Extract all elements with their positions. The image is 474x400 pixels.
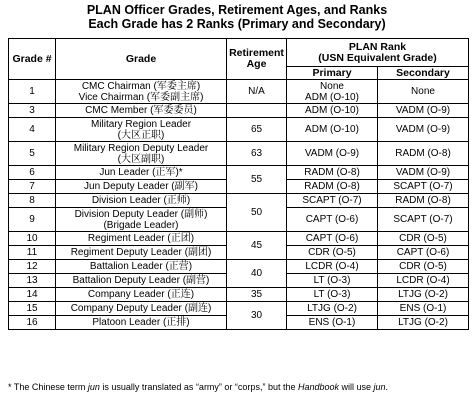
retirement-age-cell: 40	[227, 260, 287, 288]
retirement-age-cell: 35	[227, 288, 287, 302]
grade-number-cell: 6	[9, 166, 56, 180]
secondary-rank-cell: LTJG (O-2)	[378, 316, 469, 330]
table-row	[9, 194, 469, 208]
primary-rank-cell: ADM (O-10)	[287, 118, 378, 142]
secondary-rank-cell: CDR (O-5)	[378, 232, 469, 246]
header-usn-equivalent: (USN Equivalent Grade)	[318, 51, 437, 64]
secondary-rank-cell: CAPT (O-6)	[378, 246, 469, 260]
header-secondary: Secondary	[378, 67, 469, 80]
grade-number-cell: 1	[9, 80, 56, 104]
secondary-rank-cell: SCAPT (O-7)	[378, 180, 469, 194]
retirement-age-cell: 65	[227, 118, 287, 142]
grades-table	[8, 38, 469, 330]
grade-cell: Platoon Leader (正排)	[56, 316, 227, 330]
secondary-rank-cell: CDR (O-5)	[378, 260, 469, 274]
primary-rank-line: None	[320, 80, 344, 92]
header-retirement-age: Retirement Age	[227, 39, 287, 80]
secondary-rank-cell: RADM (O-8)	[378, 194, 469, 208]
grade-number-cell: 10	[9, 232, 56, 246]
table-row	[9, 166, 469, 180]
table-row	[9, 232, 469, 246]
grade-number-cell: 5	[9, 142, 56, 166]
primary-rank-cell: VADM (O-9)	[287, 142, 378, 166]
header-primary: Primary	[287, 67, 378, 80]
grade-number-cell: 12	[9, 260, 56, 274]
primary-rank-cell: RADM (O-8)	[287, 180, 378, 194]
footnote: * The Chinese term jun is usually translated as “army” or “corps,” but the Handbook will use jun.	[8, 382, 389, 392]
secondary-rank-cell: ENS (O-1)	[378, 302, 469, 316]
grade-cell: Regiment Deputy Leader (副团)	[56, 246, 227, 260]
primary-rank-cell: ENS (O-1)	[287, 316, 378, 330]
grade-line: (大区副职)	[117, 153, 165, 165]
header-plan-rank	[287, 39, 469, 67]
grade-line: Division Deputy Leader (副师)	[74, 208, 208, 220]
header-grade-number: Grade #	[9, 39, 56, 80]
primary-rank-cell: LTJG (O-2)	[287, 302, 378, 316]
primary-rank-cell: CAPT (O-6)	[287, 208, 378, 232]
table-row	[9, 260, 469, 274]
grade-cell: Company Leader (正连)	[56, 288, 227, 302]
grade-cell: Battalion Leader (正营)	[56, 260, 227, 274]
grade-cell: Jun Leader (正军)*	[56, 166, 227, 180]
grade-line: (大区正职)	[117, 129, 165, 141]
grade-cell: Regiment Leader (正团)	[56, 232, 227, 246]
primary-rank-cell: ADM (O-10)	[287, 104, 378, 118]
grade-number-cell: 11	[9, 246, 56, 260]
grade-number-cell: 15	[9, 302, 56, 316]
grade-number-cell: 16	[9, 316, 56, 330]
primary-rank-cell: LT (O-3)	[287, 274, 378, 288]
table-row	[9, 104, 469, 118]
grade-line: Military Region Leader	[90, 118, 192, 130]
secondary-rank-cell: VADM (O-9)	[378, 104, 469, 118]
grade-number-cell: 3	[9, 104, 56, 118]
table-row	[9, 80, 469, 104]
retirement-age-cell: N/A	[227, 80, 287, 104]
grade-number-cell: 8	[9, 194, 56, 208]
primary-rank-cell: CDR (O-5)	[287, 246, 378, 260]
table-row	[9, 288, 469, 302]
table-row	[9, 118, 469, 142]
grade-line: CMC Chairman (军委主席)	[81, 80, 201, 92]
grade-cell: Company Deputy Leader (副连)	[56, 302, 227, 316]
secondary-rank-cell: LTJG (O-2)	[378, 288, 469, 302]
grade-number-cell: 13	[9, 274, 56, 288]
secondary-rank-cell: VADM (O-9)	[378, 118, 469, 142]
secondary-rank-cell: LCDR (O-4)	[378, 274, 469, 288]
table-row	[9, 142, 469, 166]
grade-number-cell: 4	[9, 118, 56, 142]
table-header-row	[9, 39, 469, 67]
header-plan-rank-title: PLAN Rank	[348, 40, 407, 53]
table-row	[9, 302, 469, 316]
page-title: PLAN Officer Grades, Retirement Ages, and Ranks	[86, 3, 388, 17]
grade-cell: CMC Member (军委委员)	[56, 104, 227, 118]
secondary-rank-cell: VADM (O-9)	[378, 166, 469, 180]
retirement-age-cell: 45	[227, 232, 287, 260]
secondary-rank-cell: SCAPT (O-7)	[378, 208, 469, 232]
retirement-age-cell: 63	[227, 142, 287, 166]
grade-cell: Division Leader (正师)	[56, 194, 227, 208]
retirement-age-cell	[227, 104, 287, 118]
primary-rank-cell: RADM (O-8)	[287, 166, 378, 180]
retirement-age-cell: 55	[227, 166, 287, 194]
grade-cell	[56, 118, 227, 142]
primary-rank-cell: LT (O-3)	[287, 288, 378, 302]
grade-number-cell: 9	[9, 208, 56, 232]
header-grade: Grade	[56, 39, 227, 80]
grade-line: Military Region Deputy Leader	[73, 142, 209, 154]
grade-cell	[56, 208, 227, 232]
primary-rank-line: ADM (O-10)	[305, 91, 359, 103]
primary-rank-cell: SCAPT (O-7)	[287, 194, 378, 208]
grade-cell: Jun Deputy Leader (副军)	[56, 180, 227, 194]
secondary-rank-cell: None	[378, 80, 469, 104]
primary-rank-cell: CAPT (O-6)	[287, 232, 378, 246]
grade-number-cell: 7	[9, 180, 56, 194]
primary-rank-cell	[287, 80, 378, 104]
grade-cell: Battalion Deputy Leader (副营)	[56, 274, 227, 288]
grade-cell	[56, 142, 227, 166]
page-subtitle: Each Grade has 2 Ranks (Primary and Secondary)	[88, 17, 386, 31]
secondary-rank-cell: RADM (O-8)	[378, 142, 469, 166]
grade-line: Vice Chairman (军委副主席)	[78, 91, 204, 103]
grade-cell	[56, 80, 227, 104]
grade-line: (Brigade Leader)	[103, 219, 179, 231]
primary-rank-cell: LCDR (O-4)	[287, 260, 378, 274]
grade-number-cell: 14	[9, 288, 56, 302]
retirement-age-cell: 30	[227, 302, 287, 330]
retirement-age-cell: 50	[227, 194, 287, 232]
